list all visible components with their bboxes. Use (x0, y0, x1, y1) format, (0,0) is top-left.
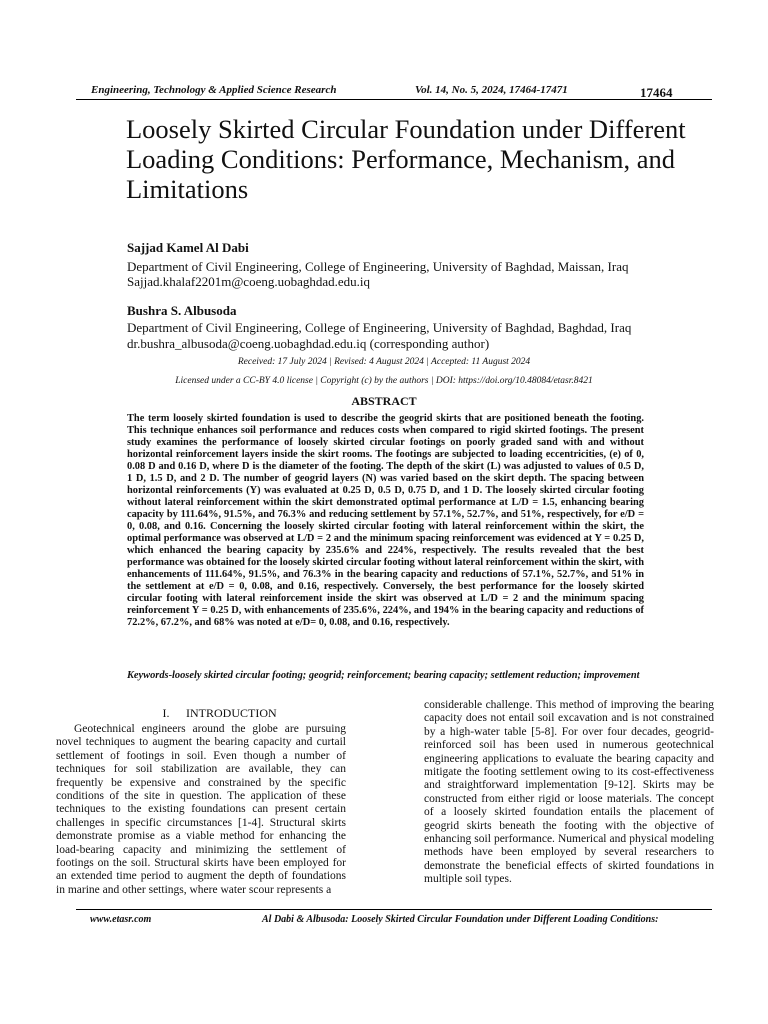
section-title: INTRODUCTION (186, 706, 277, 720)
section-heading (146, 706, 306, 721)
section-number: I. (162, 706, 170, 720)
author-name: Sajjad Kamel Al Dabi (127, 240, 249, 255)
keywords: Keywords-loosely skirted circular footing; geogrid; reinforcement; bearing capacity; settlement reduction; improvement (127, 670, 640, 681)
footer-rule (76, 909, 712, 910)
paper-title: Loosely Skirted Circular Foundation under Different Loading Conditions: Performance, Mechanism, and Limitations (126, 114, 686, 204)
intro-left-column: Geotechnical engineers around the globe are pursuing novel techniques to augment the bearing capacity and curtail settlement of footings in soil. Even though a number of techniques for soil stabilization are available, they can frequently be expensive and constrained by the specific conditions of the site in question. The application of these techniques to the existing foundations can present certain challenges in specific circumstances [1-4]. Structural skirts demonstrate promise as a viable method for enhancing the load-bearing capacity and minimizing the settlement of footings on the soil. Structural skirts have been employed for an extended time period to augment the depth of foundations in marine and other settings, where water scour represents a (56, 723, 346, 896)
journal-name: Engineering, Technology & Applied Science Research (91, 84, 337, 96)
header-rule (76, 99, 712, 100)
author-affiliation: Department of Civil Engineering, College of Engineering, University of Baghdad, Baghdad, Iraq (127, 320, 632, 335)
page-number: 17464 (640, 85, 673, 100)
author-email[interactable]: dr.bushra_albusoda@coeng.uobaghdad.edu.iq (corresponding author) (127, 336, 490, 351)
author-email[interactable]: Sajjad.khalaf2201m@coeng.uobaghdad.edu.iq (127, 274, 371, 289)
author-name: Bushra S. Albusoda (127, 303, 237, 318)
author-affiliation: Department of Civil Engineering, College of Engineering, University of Baghdad, Maissan, Iraq (127, 259, 629, 274)
license-line[interactable]: Licensed under a CC-BY 4.0 license | Copyright (c) by the authors | DOI: https://doi.org/10.48084/etasr.8421 (175, 376, 593, 386)
submission-dates: Received: 17 July 2024 | Revised: 4 August 2024 | Accepted: 11 August 2024 (237, 357, 531, 367)
abstract-text: The term loosely skirted foundation is used to describe the geogrid skirts that are positioned beneath the footing. This technique enhances soil performance and reduces costs when compared to rigid skirted footings. The present study examines the performance of loosely skirted circular footings on poorly graded sand with and without horizontal reinforcement layers inside the skirt rooms. The footings are subjected to loading eccentricities, (e) of 0, 0.08 D and 0.16 D, where D is the diameter of the footing. The depth of the skirt (L) was adjusted to values of 0.5 D, 1 D, 1.5 D, and 2 D. The number of geogrid layers (N) was varied based on the skirt depth. The spacing between horizontal reinforcements (Y) was evaluated at 0.25 D, 0.5 D, 0.75 D, and 1 D. The loosely skirted circular footing without lateral reinforcement within the skirt demonstrated optimal performance at L/D = 1.5, enhancing bearing capacity by 111.64%, 91.5%, and 76.3% and reducing settlement by 57.1%, 52.7%, and 51%, respectively, for e/D = 0, 0.08, and 0.16. Concerning the loosely skirted circular footing with lateral reinforcement within the skirt, the optimal performance was observed at L/D = 2 and the minimum spacing reinforcement was evidenced at Y = 0.25 D, which enhanced the bearing capacity by 235.6% and 224%, respectively. The results revealed that the best performance was obtained for the loosely skirted circular footing without lateral reinforcement within the skirt, with enhancements of 111.64%, 91.5%, and 76.3% in the bearing capacity and reductions of 57.1%, 52.7%, and 51% in the settlement at e/D = 0, 0.08, and 0.16, respectively. Conversely, the best performance for the loosely skirted circular footing with lateral reinforcement inside the skirt was observed at L/D = 2 and the minimum spacing reinforcement Y = 0.25 D, with enhancements of 235.6%, 224%, and 194% in the bearing capacity and reductions of 72.2%, 67.2%, and 68% was noted at e/D= 0, 0.08, and 0.16, respectively. (127, 413, 644, 628)
intro-right-column: considerable challenge. This method of improving the bearing capacity does not entail soil excavation and is not constrained by a high-water table [5-8]. For over four decades, geogrid-reinforced soil has been used in numerous geotechnical engineering applications to evaluate the bearing capacity and mitigate the footing settlement owing to its cost-effectiveness and straightforward implementation [9-12]. Skirts may be constructed from either rigid or loose materials. The concept of a loosely skirted foundation entails the placement of geogrid skirts beneath the footing with the objective of enhancing soil performance. Numerical and physical modeling methods have been employed by several researchers to demonstrate the beneficial effects of skirted foundations in multiple soil types. (424, 699, 714, 886)
footer-url[interactable]: www.etasr.com (90, 914, 152, 925)
abstract-heading: ABSTRACT (351, 394, 417, 408)
volume-info: Vol. 14, No. 5, 2024, 17464-17471 (415, 84, 568, 96)
footer-running-title: Al Dabi & Albusoda: Loosely Skirted Circular Foundation under Different Loading Conditions: (262, 914, 659, 925)
